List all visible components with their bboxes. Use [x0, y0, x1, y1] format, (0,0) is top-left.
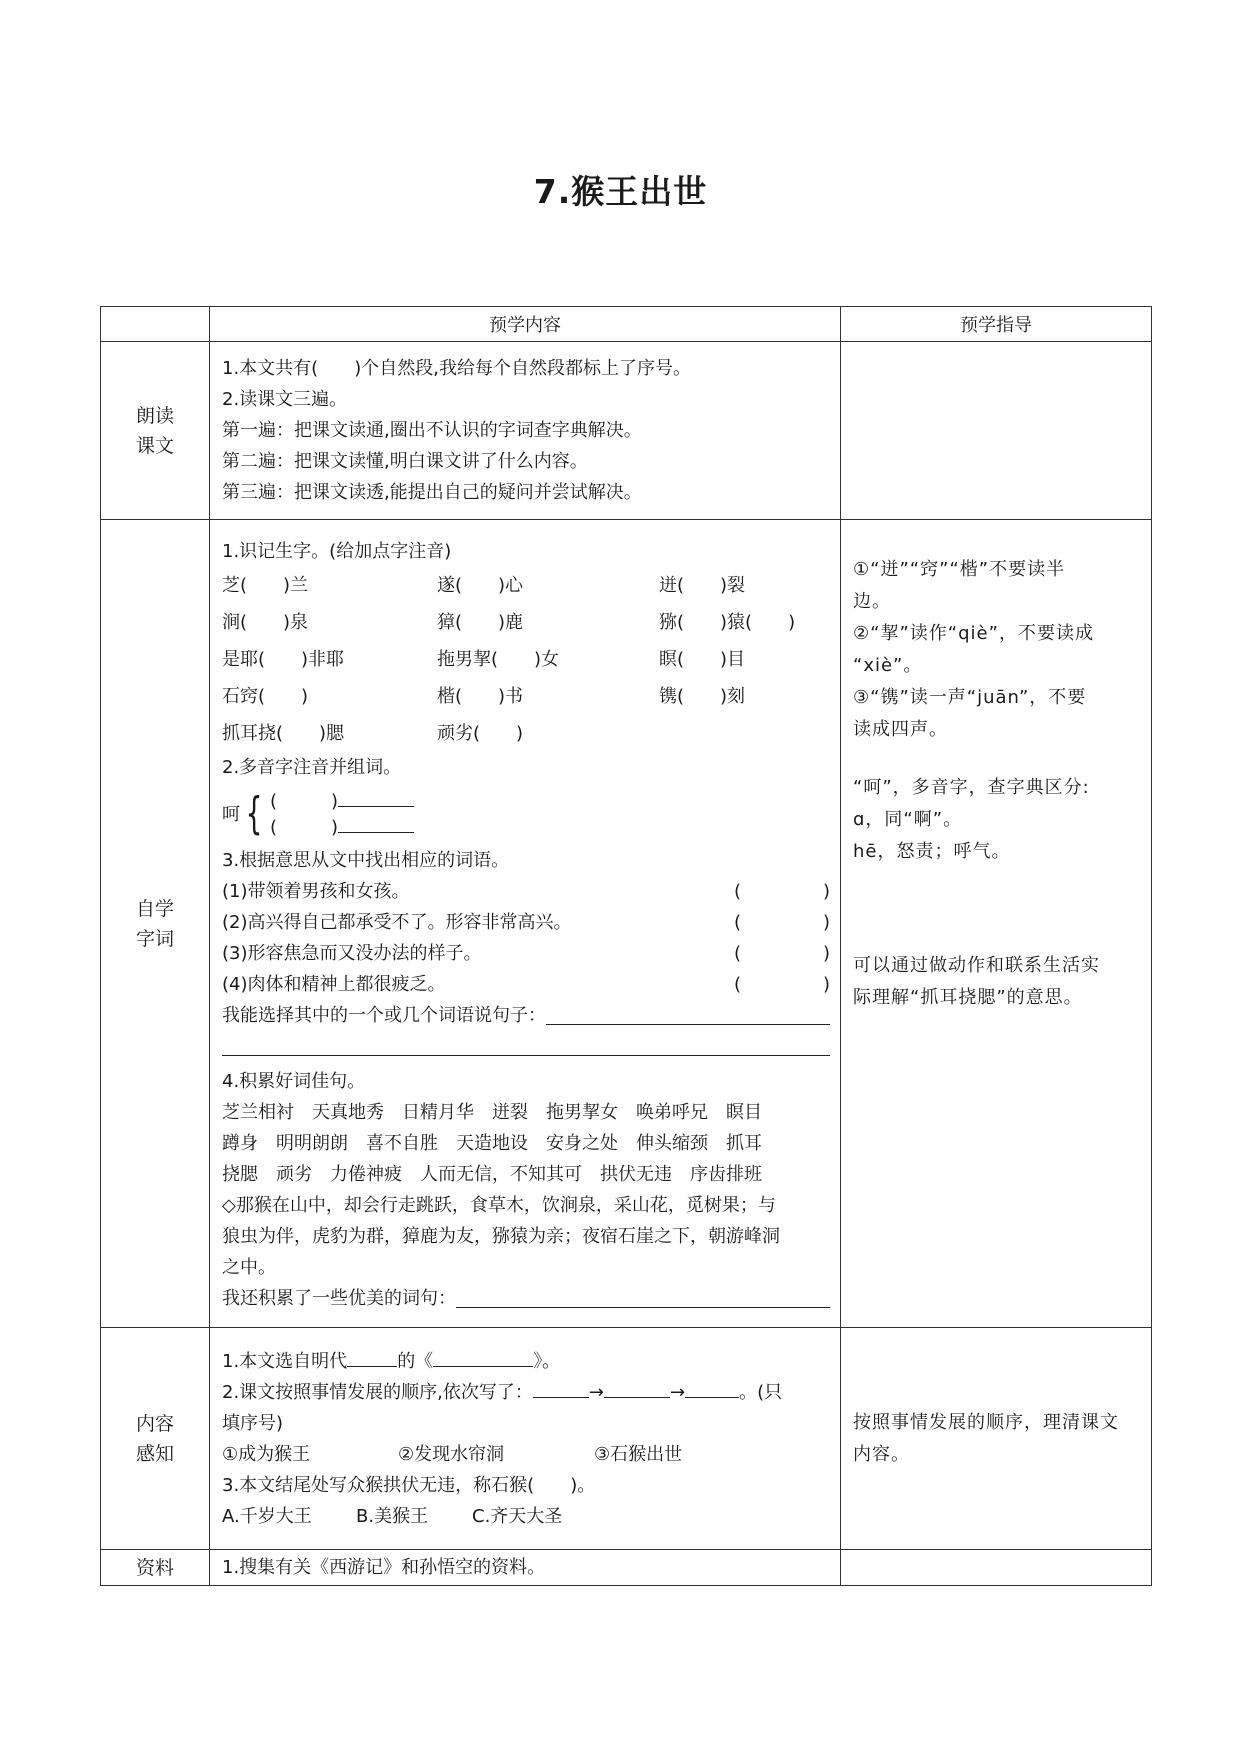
arrow-icon: → [588, 1381, 604, 1403]
sentence-blank[interactable] [546, 1000, 830, 1025]
char-item: 迸( )裂 [659, 575, 746, 596]
order-blank-2[interactable] [604, 1379, 670, 1398]
char-item: 獐( )鹿 [437, 612, 524, 633]
q4-line: 狼虫为伴，虎豹为群，獐鹿为友，猕猿为亲；夜宿石崖之下，朝游峰洞 [222, 1226, 780, 1247]
reading-label-1: 朗读 [135, 404, 174, 427]
vocab-label-1: 自学 [135, 897, 174, 920]
q4-line: ◇那猴在山中，却会行走跳跃，食草木，饮涧泉，采山花，觅树果；与 [222, 1195, 776, 1216]
word-blank[interactable] [338, 814, 414, 833]
q2-title: 2.多音字注音并组词。 [222, 757, 402, 778]
polyphone-row [270, 788, 414, 814]
vocab-content [210, 520, 841, 1328]
q4-line: 挠腮 顽劣 力倦神疲 人而无信，不知其可 拱伏无违 序齿排班 [222, 1164, 762, 1185]
content-text: 。(只 [739, 1381, 783, 1403]
vocab-row [101, 520, 1152, 1328]
char-row [222, 641, 830, 678]
char-item: 涧( )泉 [222, 612, 309, 633]
dynasty-author-blank[interactable] [347, 1348, 397, 1367]
reading-line: 1.本文共有( )个自然段,我给每个自然段都标上了序号。 [222, 358, 691, 379]
book-blank[interactable] [433, 1348, 533, 1367]
guide-line: “呵”，多音字，查字典区分: [853, 777, 1090, 798]
vocab-label [101, 520, 210, 1328]
material-guide [841, 1550, 1152, 1586]
q4-line: 之中。 [222, 1257, 276, 1278]
guide-line: ②“挈”读作“qiè”，不要读成 [853, 623, 1094, 644]
sentence-blank-2[interactable] [222, 1031, 830, 1056]
guide-line: 内容。 [853, 1443, 910, 1465]
polyphone-char: 呵 [222, 803, 240, 825]
char-item: 镌( )刻 [659, 686, 746, 707]
char-item: 楷( )书 [437, 686, 524, 707]
guide-line: 边。 [853, 591, 891, 612]
reading-line: 2.读课文三遍。 [222, 389, 348, 410]
bracket-open: ( [734, 912, 742, 933]
options-row [222, 1439, 830, 1470]
reading-line: 第二遍：把课文读懂,明白课文讲了什么内容。 [222, 451, 588, 472]
material-row [101, 1550, 1152, 1586]
char-row [222, 715, 830, 752]
arrow-icon: → [670, 1381, 686, 1403]
char-item: 石窍( ) [222, 686, 309, 707]
vocab-label-2: 字词 [135, 927, 174, 950]
q3-sentence-label: 我能选择其中的一个或几个词语说句子： [222, 1005, 546, 1026]
char-item: 瞑( )目 [659, 649, 746, 670]
table-header-row [101, 307, 1152, 342]
spacer [853, 868, 1141, 950]
order-blank-1[interactable] [533, 1379, 589, 1398]
reading-line: 第一遍：把课文读通,圈出不认识的字词查字典解决。 [222, 420, 642, 441]
q3-title: 3.根据意思从文中找出相应的词语。 [222, 850, 510, 871]
content-label-1: 内容 [135, 1412, 174, 1435]
q3-text: (1)带领着男孩和女孩。 [222, 881, 410, 902]
guide-line: 际理解“抓耳挠腮”的意思。 [853, 987, 1083, 1008]
q3-text: (3)形容焦急而又没办法的样子。 [222, 943, 482, 964]
char-item: 猕( )猿( ) [659, 612, 796, 633]
choice-item: C.齐天大圣 [472, 1505, 563, 1527]
char-row [222, 678, 830, 715]
char-item: 抓耳挠( )腮 [222, 723, 345, 744]
word-blank[interactable] [338, 788, 414, 807]
page-title: 7.猴王出世 [533, 172, 708, 211]
char-item: 是耶( )非耶 [222, 649, 345, 670]
polyphone-group [222, 787, 830, 841]
bracket-close: ) [822, 881, 830, 902]
content-label-2: 感知 [135, 1442, 174, 1465]
guide-line: “xiè”。 [853, 655, 923, 676]
content-text: 2.课文按照事情发展的顺序,依次写了： [222, 1381, 533, 1403]
q3-sentence-row [222, 1000, 830, 1031]
q3-item [222, 938, 830, 969]
bracket-close: ) [822, 912, 830, 933]
header-guide: 预学指导 [841, 307, 1152, 342]
content-body [210, 1328, 841, 1550]
reading-label-2: 课文 [135, 434, 174, 457]
guide-line: 可以通过做动作和联系生活实 [853, 955, 1100, 976]
choices-row [222, 1501, 830, 1532]
char-row [222, 567, 830, 604]
spacer [853, 746, 1141, 772]
reading-guide [841, 342, 1152, 520]
polyphone-rows [270, 788, 414, 840]
guide-line: hē，怒责；呼气。 [853, 841, 1011, 862]
char-grid [222, 567, 830, 752]
bracket-open: ( [734, 881, 742, 902]
answer-bracket[interactable] [734, 907, 830, 938]
choice-item: A.千岁大王 [222, 1505, 312, 1527]
choice-item: B.美猴王 [356, 1505, 429, 1527]
answer-bracket[interactable] [734, 969, 830, 1000]
content-line-4: 3.本文结尾处写众猴拱伏无违，称石猴( )。 [222, 1474, 596, 1496]
char-item: 芝( )兰 [222, 575, 309, 596]
brace-icon: { [245, 788, 263, 839]
option-item: ②发现水帘洞 [398, 1443, 505, 1465]
content-guide [841, 1328, 1152, 1550]
polyphone-row [270, 814, 414, 840]
bracket-open: ( [734, 974, 742, 995]
option-item: ①成为猴王 [222, 1443, 311, 1465]
q4-line: 蹲身 明明朗朗 喜不自胜 天造地设 安身之处 伸头缩颈 抓耳 [222, 1133, 762, 1154]
vocab-guide [841, 520, 1152, 1328]
q3-item [222, 876, 830, 907]
q4-line: 芝兰相衬 天真地秀 日精月华 迸裂 拖男挈女 唤弟呼兄 瞑目 [222, 1102, 762, 1123]
header-blank [101, 307, 210, 342]
bracket-close: ) [822, 974, 830, 995]
reading-line: 第三遍：把课文读透,能提出自己的疑问并尝试解决。 [222, 482, 642, 503]
q3-item [222, 907, 830, 938]
q3-text: (4)肉体和精神上都很疲乏。 [222, 974, 446, 995]
content-line-3: 填序号) [222, 1412, 284, 1434]
q3-text: (2)高兴得自己都承受不了。形容非常高兴。 [222, 912, 572, 933]
reading-label [101, 342, 210, 520]
option-item: ③石猴出世 [594, 1443, 683, 1465]
order-blank-3[interactable] [685, 1379, 739, 1398]
answer-bracket[interactable] [734, 876, 830, 907]
preview-table [100, 306, 1152, 1586]
char-item: 拖男挈( )女 [437, 649, 560, 670]
content-line-1 [222, 1346, 830, 1377]
bracket-close: ) [822, 943, 830, 964]
reading-content [210, 342, 841, 520]
pinyin-blank[interactable]: ( ) [270, 817, 339, 838]
guide-line: ③“镌”读一声“juān”，不要 [853, 687, 1087, 708]
char-row [222, 604, 830, 641]
content-row [101, 1328, 1152, 1550]
q4-title: 4.积累好词佳句。 [222, 1071, 366, 1092]
phrase-blank[interactable] [456, 1283, 830, 1308]
q4-more-label: 我还积累了一些优美的词句： [222, 1288, 456, 1309]
answer-bracket[interactable] [734, 938, 830, 969]
material-line: 1.搜集有关《西游记》和孙悟空的资料。 [210, 1550, 841, 1586]
q4-more-row [222, 1283, 830, 1314]
reading-row [101, 342, 1152, 520]
pinyin-blank[interactable]: ( ) [270, 791, 339, 812]
content-text: 的《 [397, 1350, 434, 1372]
guide-line: ①“迸”“窍”“楷”不要读半 [853, 559, 1066, 580]
header-content: 预学内容 [210, 307, 841, 342]
bracket-open: ( [734, 943, 742, 964]
content-line-2 [222, 1377, 830, 1408]
q3-item [222, 969, 830, 1000]
content-label [101, 1328, 210, 1550]
content-text: 》。 [533, 1350, 561, 1372]
content-text: 1.本文选自明代 [222, 1350, 348, 1372]
char-item: 遂( )心 [437, 575, 524, 596]
char-item: 顽劣( ) [437, 723, 524, 744]
guide-line: 按照事情发展的顺序，理清课文 [853, 1411, 1119, 1433]
guide-line: ɑ，同“啊”。 [853, 809, 963, 830]
guide-line: 读成四声。 [853, 719, 948, 740]
material-label: 资料 [101, 1550, 210, 1586]
q1-title: 1.识记生字。(给加点字注音) [222, 541, 452, 562]
